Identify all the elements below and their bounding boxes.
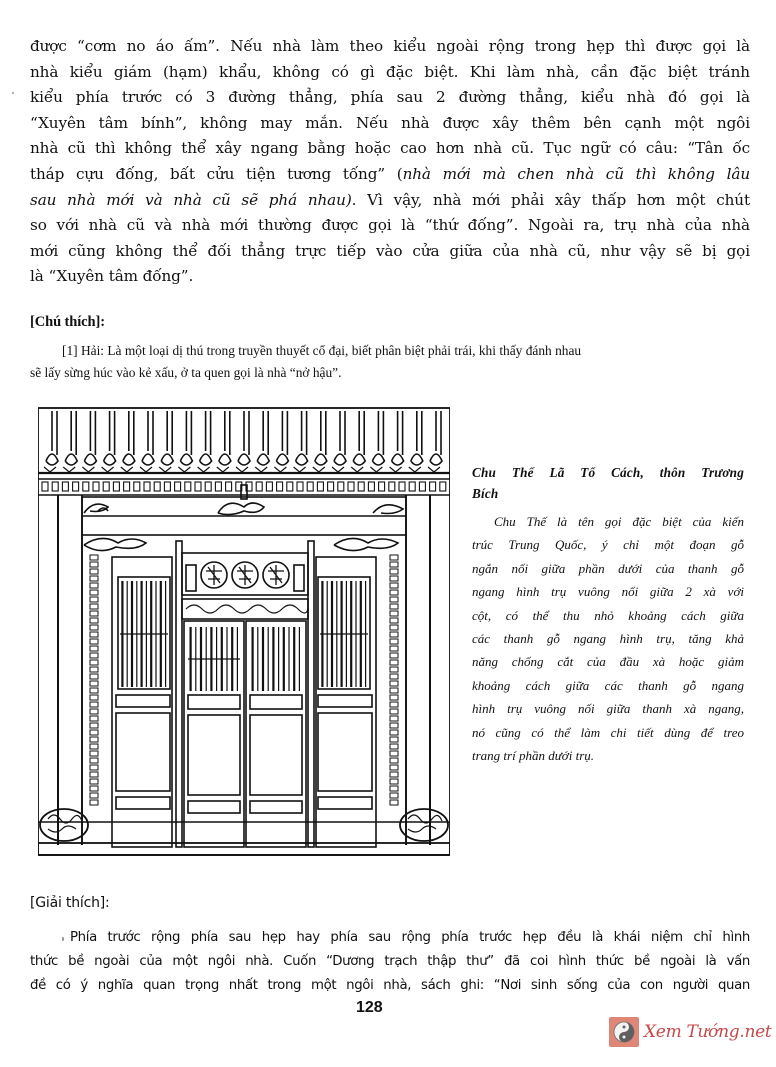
eave-dentil: [277, 482, 283, 491]
eave-dentil: [52, 482, 58, 491]
house-facade-illustration: [38, 405, 450, 861]
eave-dentil: [307, 482, 313, 491]
caption-line: ngang hình trụ vuông nối giữa 2 xà với: [472, 584, 744, 600]
panel-board: [116, 713, 170, 791]
bead: [390, 709, 398, 714]
roof-tile-drip: [178, 467, 190, 472]
roof-tile-drip: [63, 467, 75, 472]
footnote-line: sẽ lấy sừng húc vào kẻ xấu, ở ta quen gọi là nhà “nở hậu”.: [30, 365, 342, 380]
roof-tile-end: [238, 454, 250, 465]
eave-dentil: [409, 482, 415, 491]
eave-dentil: [205, 482, 211, 491]
corner-carving: [334, 538, 398, 550]
eave-dentils: [42, 482, 446, 491]
bead: [390, 751, 398, 756]
paragraph-text: tháp cựu đống, bất cửu tiện tương tống” (: [30, 164, 403, 183]
bead: [90, 569, 98, 574]
paragraph-line: là “Xuyên tâm đống”.: [30, 267, 194, 286]
scan-speck: [12, 92, 14, 94]
roof-tile-end: [334, 454, 346, 465]
roof-tile-drip: [255, 467, 267, 472]
eave-dentil: [226, 482, 232, 491]
eave-dentil: [358, 482, 364, 491]
bead: [390, 758, 398, 763]
caption-line: khoảng cách giữa các thanh gỗ ngang: [472, 677, 744, 693]
bead: [390, 716, 398, 721]
bead: [390, 555, 398, 560]
eave-dentil: [338, 482, 344, 491]
eave-dentil: [328, 482, 334, 491]
transom-slot: [186, 565, 196, 591]
bead: [390, 583, 398, 588]
caption-line: hình trụ vuông nối giữa thanh xà ngang,: [472, 701, 744, 717]
roof-tile-drip: [390, 467, 402, 472]
roof-tile-drip: [82, 467, 94, 472]
bead: [90, 779, 98, 784]
eave-dentil: [266, 482, 272, 491]
eave-dentil: [113, 482, 119, 491]
paragraph-line: nhà cũ thì không thể xây ngang bằng hoặc cao hơn nhà cũ. Tục ngữ có câu: “Tân ốc: [30, 139, 750, 158]
eave-dentil: [215, 482, 221, 491]
eave-dentil: [124, 482, 130, 491]
bead: [390, 772, 398, 777]
eave-dentil: [73, 482, 79, 491]
roof-tile-drip: [44, 467, 56, 472]
bead: [390, 604, 398, 609]
caption-line: cột, có thể thu nhỏ khoảng cách giữa: [472, 607, 744, 623]
bead: [90, 695, 98, 700]
frieze-carving: [186, 605, 308, 613]
bead: [90, 660, 98, 665]
eave-dentil: [389, 482, 395, 491]
bead: [90, 751, 98, 756]
carved-frieze: [182, 599, 308, 619]
bead: [90, 618, 98, 623]
bead: [90, 730, 98, 735]
bead: [90, 716, 98, 721]
eave-dentil: [164, 482, 170, 491]
figure-caption: [472, 462, 744, 767]
eave-dentil: [154, 482, 160, 491]
bead: [90, 653, 98, 658]
roof-tile-end: [276, 454, 288, 465]
roof-tile-end: [200, 454, 212, 465]
roof-tile-drip: [198, 467, 210, 472]
carving: [218, 503, 264, 515]
bead: [390, 737, 398, 742]
eave-dentil: [368, 482, 374, 491]
corner-carving: [84, 538, 146, 550]
bead: [390, 618, 398, 623]
eave-dentil: [42, 482, 48, 491]
eave-dentil: [430, 482, 436, 491]
italic-translation: nhà mới mà chen nhà cũ thì không lâu: [402, 164, 750, 183]
bead: [90, 632, 98, 637]
paragraph-line: so với nhà cũ và nhà mới thường được gọi là “thứ đống”. Ngoài ra, trụ nhà của nhà: [30, 216, 750, 235]
explanation-paragraph: [30, 926, 750, 999]
roof-tile-drip: [102, 467, 114, 472]
roof-tile-end: [296, 454, 308, 465]
bead: [390, 576, 398, 581]
bead: [390, 562, 398, 567]
eave-dentil: [348, 482, 354, 491]
panel-board: [318, 713, 372, 791]
explanation-line: đề có ý nghĩa quan trọng nhất trong một ngôi nhà, sách ghi: “Nơi sinh sống của con người quan: [30, 978, 750, 994]
door-rail: [250, 695, 302, 709]
bead: [90, 590, 98, 595]
bead: [90, 583, 98, 588]
roof-tile-end: [65, 454, 77, 465]
bead: [390, 625, 398, 630]
explanation-heading: [Giải thích]:: [30, 895, 110, 911]
yin-yang-glyph: [613, 1021, 635, 1043]
eave-dentil: [83, 482, 89, 491]
panel-rail: [318, 797, 372, 809]
bead: [390, 569, 398, 574]
paragraph-line: nhà kiểu giám (hạm) khẩu, không có gì đặc biệt. Khi làm nhà, cần đặc biệt tránh: [30, 62, 750, 81]
roof-tile-end: [392, 454, 404, 465]
bead: [90, 765, 98, 770]
decorative-roundels: [201, 562, 289, 588]
caption-line: Chu Thế là tên gọi đặc biệt của kiến: [494, 514, 744, 529]
panel-rail: [116, 797, 170, 809]
notes-heading: [Chú thích]:: [30, 314, 105, 330]
paragraph-line: “Xuyên tâm bính”, không may mắn. Nếu nhà được xây thêm bên cạnh một ngôi: [30, 113, 750, 132]
bead: [390, 590, 398, 595]
bead: [390, 660, 398, 665]
bead: [390, 681, 398, 686]
right-lattice: [318, 577, 370, 689]
roof-tile-drip: [409, 467, 421, 472]
eave-dentil: [419, 482, 425, 491]
left-lattice: [118, 577, 170, 689]
drum-carving: [408, 815, 442, 832]
bead: [90, 562, 98, 567]
paragraph-line: mới cũng không thể đối thẳng trực tiếp vào cửa giữa của nhà cũ, như vậy sẽ bị gọi: [30, 241, 750, 260]
roof-tile-end: [372, 454, 384, 465]
eave-dentil: [440, 482, 446, 491]
watermark: [609, 1015, 771, 1049]
bead: [390, 646, 398, 651]
roundel-glyph: [237, 565, 253, 585]
italic-translation: sau nhà mới và nhà cũ sẽ phá nhau).: [30, 190, 357, 209]
bead: [390, 786, 398, 791]
yin-yang-icon: [609, 1017, 639, 1047]
caption-line: các thanh gỗ ngang hình trụ, tăng khả: [472, 631, 744, 647]
bead: [390, 744, 398, 749]
caption-title-line: Chu Thế Lã Tổ Cách, thôn Trương: [472, 465, 744, 480]
caption-line: ngắn nối giữa phần dưới của thanh gỗ: [472, 560, 744, 576]
bead: [90, 709, 98, 714]
explanation-line: Phía trước rộng phía sau hẹp hay phía sau rộng phía trước hẹp đều là khái niệm chỉ hình: [70, 930, 750, 945]
roof-tile-end: [219, 454, 231, 465]
bead: [90, 758, 98, 763]
roof-tile-drip: [159, 467, 171, 472]
bead: [90, 786, 98, 791]
caption-body: [472, 510, 744, 767]
footnote-line: [1] Hải: Là một loại dị thú trong truyền thuyết cổ đại, biết phân biệt phải trái, khi thấy đánh nhau: [62, 343, 582, 358]
bead: [390, 674, 398, 679]
bead: [390, 800, 398, 805]
watermark-text: Xem Tướng.net: [644, 1022, 772, 1042]
bead: [390, 639, 398, 644]
roof-tiles: [44, 411, 442, 472]
eave-dentil: [103, 482, 109, 491]
door-post-left: [176, 541, 182, 847]
carving: [84, 504, 108, 513]
roof-tile-end: [430, 454, 442, 465]
caption-line: trang trí phần dưới trụ.: [472, 748, 595, 764]
eave-dentil: [287, 482, 293, 491]
bead: [90, 604, 98, 609]
door-board: [188, 715, 240, 795]
roof-tile-drip: [313, 467, 325, 472]
bead: [390, 723, 398, 728]
bead: [90, 611, 98, 616]
bead: [390, 695, 398, 700]
eave-dentil: [62, 482, 68, 491]
bead: [90, 702, 98, 707]
roof-tile-end: [161, 454, 173, 465]
eave-dentil: [134, 482, 140, 491]
drum-base-right: [400, 809, 448, 841]
bead: [390, 632, 398, 637]
bead: [390, 779, 398, 784]
roof-tile-end: [257, 454, 269, 465]
bead: [90, 772, 98, 777]
caption-line: nó cũng có thể làm chi tiết dùng để treo: [472, 724, 744, 740]
panel-rail: [116, 695, 170, 707]
paragraph-line: kiểu phía trước có 3 đường thẳng, phía sau 2 đường thẳng, kiểu nhà đó gọi là: [30, 88, 750, 107]
door-rail: [188, 801, 240, 813]
door-rail: [250, 801, 302, 813]
roof-tile-end: [84, 454, 96, 465]
bead: [90, 744, 98, 749]
eave-dentil: [185, 482, 191, 491]
eave-dentil: [195, 482, 201, 491]
right-lattice-bars: [320, 581, 368, 687]
eave-dentil: [317, 482, 323, 491]
bead: [390, 597, 398, 602]
bead: [390, 793, 398, 798]
bead: [90, 639, 98, 644]
drum-base-left: [40, 809, 88, 841]
paragraph-line: [30, 162, 750, 188]
bead: [390, 653, 398, 658]
main-paragraph: [30, 34, 750, 290]
facade-drawing: [38, 405, 450, 861]
roof-tile-drip: [236, 467, 248, 472]
roundel-glyph: [206, 565, 222, 585]
roof-tile-end: [46, 454, 58, 465]
roof-tile-end: [123, 454, 135, 465]
footnote: [30, 340, 730, 384]
door-post-right: [308, 541, 314, 847]
carving: [373, 505, 403, 514]
eave-dentil: [256, 482, 262, 491]
paragraph-text: Vì vậy, nhà mới phải xây thấp hơn một chút: [356, 190, 750, 209]
paragraph-line: [30, 188, 750, 214]
door-board: [250, 715, 302, 795]
bead: [390, 611, 398, 616]
explanation-line: thức bề ngoài của một ngôi nhà. Cuốn “Dương trạch thập thư” đã coi hình thức bề ngoài là vấn: [30, 954, 750, 970]
bead: [90, 625, 98, 630]
page-number: 128: [356, 999, 383, 1016]
eave-dentil: [379, 482, 385, 491]
bead: [90, 737, 98, 742]
bead: [90, 555, 98, 560]
roof-tile-end: [104, 454, 116, 465]
eave-dentil: [175, 482, 181, 491]
bead: [390, 765, 398, 770]
caption-line: trúc Trung Quốc, ý chỉ một đoạn gỗ: [472, 537, 744, 553]
bead: [90, 597, 98, 602]
transom-slot: [294, 565, 304, 591]
roundel-glyph: [268, 565, 284, 585]
bead: [90, 681, 98, 686]
door-rail: [188, 695, 240, 709]
caption-title: [472, 462, 744, 504]
roof-tile-end: [315, 454, 327, 465]
paragraph-line: được “cơm no áo ấm”. Nếu nhà làm theo kiểu ngoài rộng trong hẹp thì được gọi là: [30, 37, 750, 55]
roof-tile-drip: [217, 467, 229, 472]
bead: [90, 793, 98, 798]
bead: [90, 800, 98, 805]
bead: [390, 688, 398, 693]
roof-tile-drip: [370, 467, 382, 472]
roof-tile-drip: [332, 467, 344, 472]
roof-tile-drip: [351, 467, 363, 472]
bead: [90, 667, 98, 672]
caption-line: năng chống cắt của đầu xà hoặc giảm: [472, 654, 744, 670]
bead: [390, 667, 398, 672]
roof-tile-drip: [294, 467, 306, 472]
roof-tile-end: [353, 454, 365, 465]
roof-tile-drip: [274, 467, 286, 472]
bead: [90, 646, 98, 651]
bead: [90, 674, 98, 679]
roof-tile-end: [180, 454, 192, 465]
roof-tile-end: [411, 454, 423, 465]
panel-rail: [318, 695, 372, 707]
eave-dentil: [297, 482, 303, 491]
bead: [390, 702, 398, 707]
bead: [90, 576, 98, 581]
bead: [90, 688, 98, 693]
caption-title-line: Bích: [472, 486, 499, 501]
eave-dentil: [399, 482, 405, 491]
roof-tile-end: [142, 454, 154, 465]
eave-dentil: [144, 482, 150, 491]
bead: [390, 730, 398, 735]
roof-tile-drip: [140, 467, 152, 472]
bead: [90, 723, 98, 728]
drum-carving: [48, 815, 82, 832]
left-lattice-bars: [120, 581, 168, 687]
roof-tile-drip: [428, 467, 440, 472]
eave-dentil: [93, 482, 99, 491]
roof-tile-drip: [121, 467, 133, 472]
